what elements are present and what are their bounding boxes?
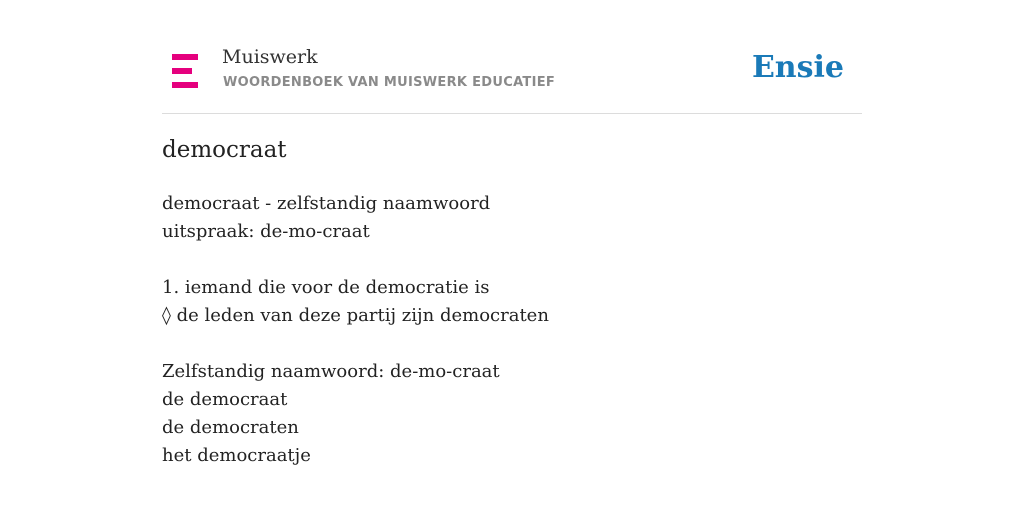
sense-example: ◊ de leden van deze partij zijn democraten: [162, 305, 549, 326]
word-class-line: democraat - zelfstandig naamwoord: [162, 193, 491, 214]
dictionary-page: [162, 0, 862, 512]
site-header: [162, 44, 862, 114]
dictionary-entry: [162, 190, 862, 470]
spacer: [162, 330, 862, 358]
site-subtitle: WOORDENBOEK VAN MUISWERK EDUCATIEF: [223, 75, 556, 90]
site-name[interactable]: Muiswerk: [222, 46, 318, 68]
page-title: democraat: [162, 137, 287, 163]
form-singular: de democraat: [162, 389, 288, 410]
forms-heading: Zelfstandig naamwoord: de-mo-craat: [162, 361, 500, 382]
spacer: [162, 246, 862, 274]
form-diminutive: het democraatje: [162, 445, 311, 466]
sense-definition: 1. iemand die voor de democratie is: [162, 277, 490, 298]
muiswerk-logo-icon[interactable]: [172, 54, 200, 88]
ensie-brand-link[interactable]: Ensie: [751, 50, 844, 85]
pronunciation-line: uitspraak: de-mo-craat: [162, 221, 370, 242]
form-plural: de democraten: [162, 417, 299, 438]
